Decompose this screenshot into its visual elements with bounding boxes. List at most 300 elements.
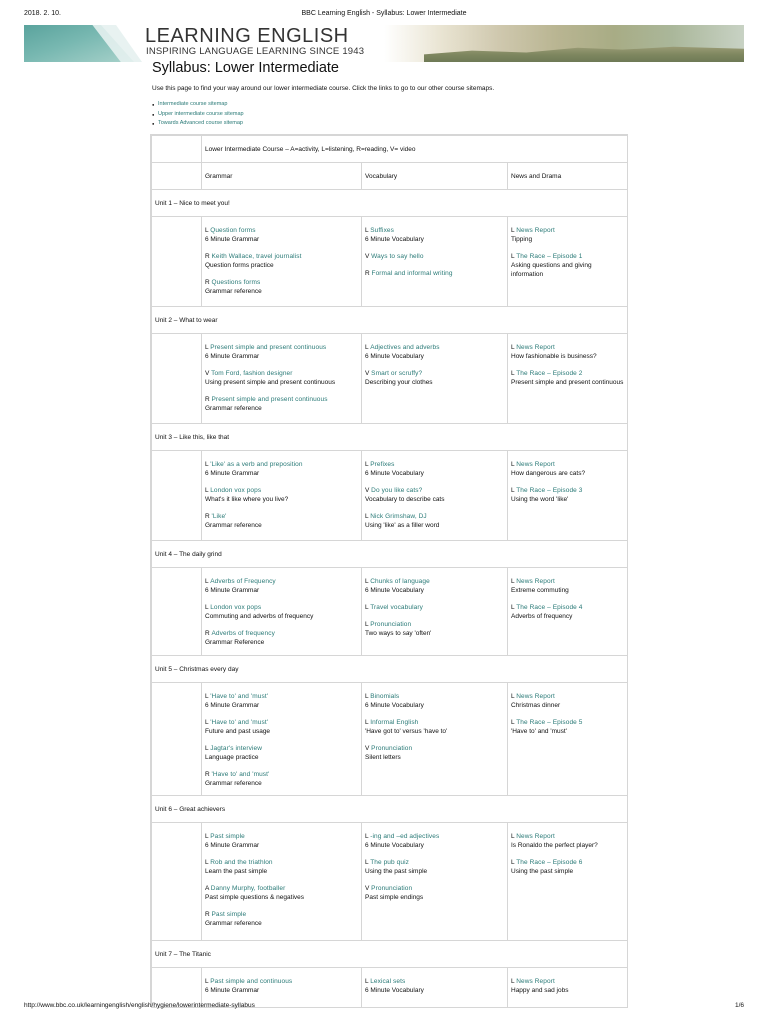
resource-type-code: L <box>511 253 517 260</box>
column-header-news-drama: News and Drama <box>508 163 628 190</box>
resource-type-code: L <box>365 227 371 234</box>
resource-link[interactable]: Smart or scruffy? <box>371 370 423 377</box>
resource-type-code: L <box>365 621 371 628</box>
resource-line <box>205 486 358 495</box>
resource-description: Extreme commuting <box>511 587 569 594</box>
unit-title: Unit 5 – Christmas every day <box>152 656 628 683</box>
resource-entry <box>511 343 624 361</box>
resource-type-code: R <box>365 270 372 277</box>
resource-link[interactable]: Suffixes <box>370 227 394 234</box>
resource-description: 6 Minute Grammar <box>205 353 260 360</box>
resource-line <box>365 226 504 235</box>
resource-line <box>511 486 624 495</box>
resource-line <box>365 858 504 867</box>
resource-link[interactable]: Adverbs of frequency <box>211 630 275 637</box>
resource-link[interactable]: The Race – Episode 3 <box>516 487 583 494</box>
unit-content-row <box>152 451 628 541</box>
resource-line <box>205 226 358 235</box>
resource-type-code: L <box>365 578 371 585</box>
resource-line <box>365 718 504 727</box>
resource-line <box>205 858 358 867</box>
resource-type-code: L <box>511 604 517 611</box>
resource-entry <box>365 369 504 387</box>
resource-entry <box>205 486 358 504</box>
resource-line <box>365 252 504 261</box>
resource-description: Grammar reference <box>205 288 262 295</box>
unit-title: Unit 4 – The daily grind <box>152 541 628 568</box>
resource-link[interactable]: Informal English <box>370 719 419 726</box>
resource-description: Using the past simple <box>365 868 428 875</box>
resource-line <box>511 252 624 261</box>
unit-grammar-cell <box>202 683 362 796</box>
unit-grammar-cell <box>202 451 362 541</box>
resource-description: Using present simple and present continuous <box>205 379 336 386</box>
unit-title-row <box>152 307 628 334</box>
unit-grammar-cell <box>202 568 362 656</box>
resource-link[interactable]: 'Have to' and 'must' <box>211 771 270 778</box>
resource-entry <box>365 252 504 261</box>
resource-description: Tipping <box>511 236 533 243</box>
resource-link[interactable]: Chunks of language <box>370 578 430 585</box>
column-header-vocabulary: Vocabulary <box>362 163 508 190</box>
unit-spacer-cell <box>152 823 202 941</box>
resource-description: 6 Minute Vocabulary <box>365 842 424 849</box>
resource-type-code: L <box>205 833 211 840</box>
unit-news-cell <box>508 334 628 424</box>
resource-line <box>205 577 358 586</box>
resource-link[interactable]: Jagtar's interview <box>210 745 262 752</box>
resource-line <box>205 718 358 727</box>
resource-type-code: L <box>365 344 371 351</box>
resource-link[interactable]: Pronunciation <box>371 745 413 752</box>
resource-description: 6 Minute Grammar <box>205 470 260 477</box>
resource-link[interactable]: Keith Wallace, travel journalist <box>211 253 302 260</box>
resource-line <box>365 744 504 753</box>
resource-entry <box>205 512 358 530</box>
resource-description: Adverbs of frequency <box>511 613 573 620</box>
unit-title: Unit 6 – Great achievers <box>152 796 628 823</box>
resource-link[interactable]: The pub quiz <box>370 859 409 866</box>
resource-type-code: L <box>511 344 517 351</box>
unit-title-row <box>152 541 628 568</box>
sitemap-links <box>152 100 244 129</box>
resource-type-code: L <box>205 604 211 611</box>
resource-entry <box>365 577 504 595</box>
resource-type-code: L <box>511 461 517 468</box>
resource-description: How fashionable is business? <box>511 353 597 360</box>
resource-entry <box>205 460 358 478</box>
resource-link[interactable]: The Race – Episode 6 <box>516 859 583 866</box>
unit-vocabulary-cell <box>362 683 508 796</box>
resource-link[interactable]: News Report <box>516 578 555 585</box>
unit-title-row <box>152 796 628 823</box>
resource-link[interactable]: Ways to say hello <box>371 253 424 260</box>
resource-type-code: L <box>511 578 517 585</box>
unit-news-cell <box>508 568 628 656</box>
resource-link[interactable]: The Race – Episode 5 <box>516 719 583 726</box>
unit-news-cell <box>508 823 628 941</box>
unit-news-cell <box>508 451 628 541</box>
print-title: BBC Learning English - Syllabus: Lower Intermediate <box>301 10 467 17</box>
syllabus-table-body <box>152 136 628 1008</box>
resource-entry <box>365 269 504 278</box>
resource-entry <box>511 858 624 876</box>
resource-entry <box>205 718 358 736</box>
resource-line <box>205 343 358 352</box>
resource-description: Grammar reference <box>205 405 262 412</box>
resource-description: Happy and sad jobs <box>511 987 569 994</box>
resource-line <box>511 718 624 727</box>
resource-link[interactable]: Present simple and present continuous <box>210 344 327 351</box>
resource-type-code: V <box>365 885 372 892</box>
resource-type-code: V <box>365 253 372 260</box>
resource-line <box>205 884 358 893</box>
resource-link[interactable]: London vox pops <box>210 487 262 494</box>
resource-line <box>205 460 358 469</box>
resource-entry <box>205 395 358 413</box>
syllabus-table-wrapper <box>150 134 628 1003</box>
resource-description: Two ways to say 'often' <box>365 630 432 637</box>
resource-link[interactable]: News Report <box>516 344 555 351</box>
resource-entry <box>511 718 624 736</box>
resource-entry <box>205 744 358 762</box>
resource-link[interactable]: News Report <box>516 833 555 840</box>
resource-link[interactable]: Binomials <box>370 693 400 700</box>
resource-link[interactable]: Nick Grimshaw, DJ <box>370 513 427 520</box>
resource-description: Future and past usage <box>205 728 271 735</box>
resource-entry <box>511 977 624 995</box>
resource-type-code: L <box>365 693 371 700</box>
unit-title: Unit 3 – Like this, like that <box>152 424 628 451</box>
resource-link[interactable]: Adverbs of Frequency <box>210 578 276 585</box>
resource-entry <box>365 603 504 612</box>
legend-cell: Lower Intermediate Course – A=activity, L=listening, R=reading, V= video <box>202 136 628 163</box>
resource-entry <box>511 832 624 850</box>
resource-link[interactable]: 'Have to' and 'must' <box>210 719 269 726</box>
resource-link[interactable]: Pronunciation <box>370 621 412 628</box>
resource-line <box>205 278 358 287</box>
resource-type-code: L <box>365 978 371 985</box>
resource-link[interactable]: The Race – Episode 2 <box>516 370 583 377</box>
resource-entry <box>205 577 358 595</box>
resource-type-code: L <box>205 859 211 866</box>
resource-type-code: L <box>205 578 211 585</box>
resource-line <box>365 343 504 352</box>
resource-type-code: R <box>205 911 212 918</box>
resource-description: 6 Minute Vocabulary <box>365 702 424 709</box>
resource-link[interactable]: London vox pops <box>210 604 262 611</box>
resource-link[interactable]: The Race – Episode 1 <box>516 253 583 260</box>
resource-line <box>365 977 504 986</box>
resource-link[interactable]: 'Have to' and 'must' <box>210 693 269 700</box>
intermediate-sitemap-link[interactable]: Intermediate course sitemap <box>158 101 228 107</box>
resource-line <box>205 977 358 986</box>
resource-line <box>365 620 504 629</box>
resource-entry <box>205 369 358 387</box>
resource-link[interactable]: News Report <box>516 227 555 234</box>
table-corner-cell <box>152 136 202 163</box>
unit-title-row <box>152 424 628 451</box>
unit-news-cell <box>508 683 628 796</box>
resource-entry <box>365 884 504 902</box>
resource-line <box>511 460 624 469</box>
resource-link[interactable]: Adjectives and adverbs <box>370 344 440 351</box>
unit-spacer-cell <box>152 683 202 796</box>
resource-description: Using the word 'like' <box>511 496 569 503</box>
print-url: http://www.bbc.co.uk/learningenglish/english/hygiene/lowerintermediate-syllabus <box>24 1002 255 1009</box>
resource-link[interactable]: Danny Murphy, footballer <box>210 885 286 892</box>
resource-entry <box>205 832 358 850</box>
resource-line <box>205 369 358 378</box>
banner-landscape <box>424 43 744 62</box>
resource-line <box>365 486 504 495</box>
resource-line <box>511 858 624 867</box>
resource-link[interactable]: Tom Ford, fashion designer <box>211 370 293 377</box>
upper-intermediate-sitemap-link[interactable]: Upper intermediate course sitemap <box>158 110 244 117</box>
resource-link[interactable]: Question forms <box>210 227 256 234</box>
header-row <box>152 163 628 190</box>
resource-link[interactable]: Past simple <box>211 911 247 918</box>
sitemap-link-item <box>152 119 244 129</box>
unit-grammar-cell <box>202 334 362 424</box>
resource-description: Grammar reference <box>205 522 262 529</box>
resource-type-code: L <box>205 487 211 494</box>
resource-type-code: L <box>511 719 517 726</box>
resource-description: 6 Minute Vocabulary <box>365 236 424 243</box>
resource-type-code: L <box>205 227 211 234</box>
brand-logo[interactable]: LEARNING ENGLISH <box>145 25 349 47</box>
resource-entry <box>365 858 504 876</box>
site-banner[interactable] <box>24 25 744 62</box>
resource-entry <box>205 770 358 788</box>
resource-line <box>365 269 504 278</box>
resource-line <box>511 832 624 841</box>
resource-line <box>365 512 504 521</box>
resource-line <box>365 369 504 378</box>
resource-line <box>511 577 624 586</box>
resource-entry <box>511 252 624 279</box>
resource-type-code: L <box>511 833 517 840</box>
resource-link[interactable]: Prefixes <box>370 461 395 468</box>
resource-link[interactable]: Questions forms <box>211 279 261 286</box>
resource-entry <box>205 977 358 995</box>
table-corner-cell <box>152 163 202 190</box>
resource-type-code: V <box>365 370 372 377</box>
resource-description: Christmas dinner <box>511 702 561 709</box>
resource-line <box>365 692 504 701</box>
resource-type-code: L <box>511 693 517 700</box>
unit-spacer-cell <box>152 568 202 656</box>
resource-line <box>511 369 624 378</box>
resource-link[interactable]: News Report <box>516 461 555 468</box>
resource-type-code: A <box>205 885 211 892</box>
resource-type-code: R <box>205 630 212 637</box>
resource-entry <box>511 692 624 710</box>
resource-type-code: V <box>365 487 372 494</box>
towards-advanced-sitemap-link[interactable]: Towards Advanced course sitemap <box>158 120 243 126</box>
sitemap-link-item <box>152 110 244 120</box>
resource-type-code: L <box>365 859 371 866</box>
resource-link[interactable]: News Report <box>516 693 555 700</box>
resource-line <box>205 744 358 753</box>
resource-type-code: R <box>205 396 212 403</box>
resource-entry <box>205 278 358 296</box>
resource-description: 6 Minute Vocabulary <box>365 470 424 477</box>
resource-description: 'Have got to' versus 'have to' <box>365 728 448 735</box>
resource-entry <box>365 620 504 638</box>
resource-description: Language practice <box>205 754 259 761</box>
resource-description: Asking questions and giving information <box>511 262 592 278</box>
resource-entry <box>511 486 624 504</box>
syllabus-table <box>151 135 628 1008</box>
resource-description: Grammar reference <box>205 920 262 927</box>
unit-vocabulary-cell <box>362 568 508 656</box>
resource-line <box>205 832 358 841</box>
resource-entry <box>205 226 358 244</box>
resource-line <box>205 770 358 779</box>
resource-link[interactable]: Pronunciation <box>371 885 413 892</box>
unit-content-row <box>152 217 628 307</box>
resource-description: 6 Minute Vocabulary <box>365 987 424 994</box>
resource-link[interactable]: -ing and –ed adjectives <box>370 833 440 840</box>
unit-news-cell <box>508 217 628 307</box>
resource-entry <box>365 343 504 361</box>
resource-link[interactable]: Past simple <box>210 833 245 840</box>
unit-vocabulary-cell <box>362 334 508 424</box>
unit-content-row <box>152 683 628 796</box>
resource-link[interactable]: 'Like' as a verb and preposition <box>210 461 303 468</box>
resource-description: 6 Minute Grammar <box>205 236 260 243</box>
resource-link[interactable]: 'Like' <box>211 513 227 520</box>
resource-description: How dangerous are cats? <box>511 470 586 477</box>
resource-line <box>511 226 624 235</box>
resource-description: Vocabulary to describe cats <box>365 496 445 503</box>
resource-link[interactable]: Rob and the triathlon <box>210 859 273 866</box>
resource-line <box>205 252 358 261</box>
resource-entry <box>511 226 624 244</box>
unit-title: Unit 1 – Nice to meet you! <box>152 190 628 217</box>
resource-type-code: V <box>365 745 372 752</box>
resource-description: Learn the past simple <box>205 868 268 875</box>
resource-entry <box>205 884 358 902</box>
unit-title-row <box>152 190 628 217</box>
resource-type-code: L <box>365 833 371 840</box>
resource-line <box>365 603 504 612</box>
resource-description: Describing your clothes <box>365 379 433 386</box>
resource-entry <box>365 744 504 762</box>
unit-spacer-cell <box>152 334 202 424</box>
resource-description: 6 Minute Grammar <box>205 842 260 849</box>
resource-type-code: L <box>511 487 517 494</box>
resource-entry <box>511 460 624 478</box>
resource-line <box>365 884 504 893</box>
unit-title-row <box>152 656 628 683</box>
resource-line <box>511 977 624 986</box>
resource-type-code: L <box>205 461 211 468</box>
sitemap-link-item <box>152 100 244 110</box>
resource-entry <box>365 460 504 478</box>
resource-description: Past simple questions & negatives <box>205 894 304 901</box>
resource-entry <box>365 718 504 736</box>
resource-type-code: R <box>205 279 212 286</box>
resource-entry <box>205 343 358 361</box>
resource-line <box>205 629 358 638</box>
resource-link[interactable]: Travel vocabulary <box>370 604 423 611</box>
resource-type-code: L <box>205 344 211 351</box>
resource-entry <box>205 252 358 270</box>
resource-type-code: L <box>205 693 211 700</box>
resource-description: Grammar Reference <box>205 639 265 646</box>
resource-description: 6 Minute Grammar <box>205 702 260 709</box>
resource-description: Is Ronaldo the perfect player? <box>511 842 598 849</box>
resource-description: Using 'like' as a filler word <box>365 522 440 529</box>
unit-grammar-cell <box>202 217 362 307</box>
resource-type-code: L <box>205 978 211 985</box>
resource-link[interactable]: Past simple and continuous <box>210 978 293 985</box>
unit-vocabulary-cell <box>362 823 508 941</box>
page-title: Syllabus: Lower Intermediate <box>152 60 339 76</box>
resource-type-code: L <box>511 859 517 866</box>
resource-link[interactable]: News Report <box>516 978 555 985</box>
resource-entry <box>511 577 624 595</box>
resource-line <box>365 577 504 586</box>
resource-description: Past simple endings <box>365 894 424 901</box>
resource-type-code: L <box>205 719 211 726</box>
legend-row <box>152 136 628 163</box>
resource-entry <box>365 977 504 995</box>
unit-vocabulary-cell <box>362 451 508 541</box>
resource-type-code: R <box>205 771 212 778</box>
resource-entry <box>365 486 504 504</box>
unit-title-row <box>152 941 628 968</box>
unit-content-row <box>152 823 628 941</box>
resource-line <box>511 603 624 612</box>
resource-link[interactable]: The Race – Episode 4 <box>516 604 583 611</box>
unit-spacer-cell <box>152 217 202 307</box>
resource-description: Silent letters <box>365 754 401 761</box>
resource-line <box>205 603 358 612</box>
resource-description: 6 Minute Grammar <box>205 587 260 594</box>
resource-description: 6 Minute Grammar <box>205 987 260 994</box>
resource-description: 6 Minute Vocabulary <box>365 587 424 594</box>
brand-tagline: INSPIRING LANGUAGE LEARNING SINCE 1943 <box>146 46 365 57</box>
resource-link[interactable]: Lexical sets <box>370 978 406 985</box>
unit-news-cell <box>508 968 628 1008</box>
resource-type-code: L <box>205 745 211 752</box>
resource-type-code: L <box>365 513 371 520</box>
resource-type-code: R <box>205 513 212 520</box>
resource-link[interactable]: Formal and informal writing <box>371 270 453 277</box>
resource-line <box>511 343 624 352</box>
resource-type-code: L <box>365 604 371 611</box>
resource-line <box>365 460 504 469</box>
unit-content-row <box>152 568 628 656</box>
resource-entry <box>205 603 358 621</box>
resource-entry <box>205 629 358 647</box>
resource-link[interactable]: Do you like cats? <box>371 487 423 494</box>
print-page-number: 1/6 <box>734 1002 744 1009</box>
resource-entry <box>511 603 624 621</box>
resource-line <box>205 910 358 919</box>
resource-line <box>205 395 358 404</box>
unit-vocabulary-cell <box>362 968 508 1008</box>
resource-type-code: L <box>511 978 517 985</box>
resource-link[interactable]: Present simple and present continuous <box>211 396 328 403</box>
resource-line <box>511 692 624 701</box>
resource-entry <box>205 858 358 876</box>
resource-entry <box>511 369 624 387</box>
resource-line <box>205 512 358 521</box>
